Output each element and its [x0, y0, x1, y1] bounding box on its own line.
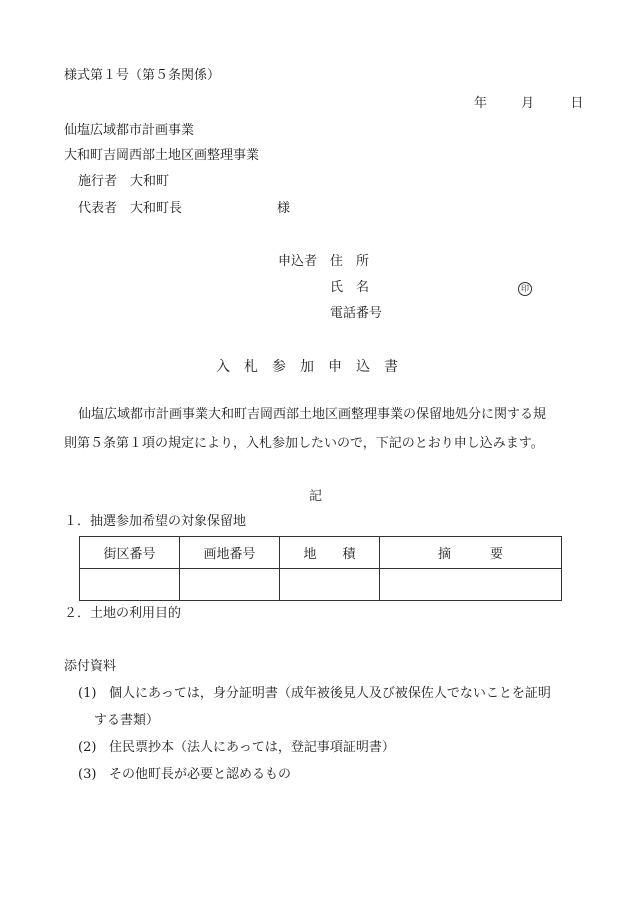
applicant-label: 申込者 [278, 254, 318, 269]
body-line-2: 則第５条第１項の規定により，入札参加したいので，下記のとおり申し込みます。 [64, 436, 544, 451]
attachment-2-number: (2) [78, 740, 97, 755]
table-header-row [80, 537, 562, 569]
cell-area[interactable] [280, 569, 380, 601]
column-remarks: 摘 要 [380, 537, 562, 569]
date-month: 月 [521, 96, 535, 111]
date-line [474, 96, 583, 112]
ki-heading: 記 [309, 489, 323, 504]
executor-label: 施行者 [78, 174, 118, 189]
document-title: 入 札 参 加 申 込 書 [216, 359, 398, 375]
date-year: 年 [474, 96, 488, 111]
applicant-phone-label: 電話番号 [330, 306, 383, 321]
section-1-heading: １．抽選参加希望の対象保留地 [64, 514, 247, 529]
attachments-heading: 添付資料 [64, 659, 117, 674]
body-line-1: 仙塩広域都市計画事業大和町吉岡西部土地区画整理事業の保留地処分に関する規 [78, 407, 547, 422]
seal-mark [518, 280, 532, 296]
attachment-1-text-cont: する書類） [94, 713, 160, 728]
applicant-address-label: 住 所 [330, 254, 370, 269]
date-day: 日 [570, 96, 584, 111]
cell-remarks[interactable] [380, 569, 562, 601]
attachment-1-text: 個人にあっては，身分証明書（成年被後見人及び被保佐人でないことを証明 [109, 686, 551, 701]
representative-label: 代表者 [78, 201, 118, 216]
attachment-1-number: (1) [78, 686, 97, 701]
executor-value: 大和町 [130, 174, 170, 189]
honorific: 様 [277, 201, 291, 216]
column-area: 地 積 [280, 537, 380, 569]
attachment-2-text: 住民票抄本（法人にあっては，登記事項証明書） [109, 740, 395, 755]
form-number: 様式第１号（第５条関係） [64, 68, 221, 83]
attachment-3-number: (3) [78, 767, 97, 782]
applicant-name-label: 氏 名 [330, 280, 370, 295]
project-name-2: 大和町吉岡西部土地区画整理事業 [64, 148, 260, 163]
cell-lot-number[interactable] [180, 569, 280, 601]
column-lot-number: 画地番号 [180, 537, 280, 569]
cell-block-number[interactable] [80, 569, 180, 601]
table-row [80, 569, 562, 601]
representative-value: 大和町長 [130, 201, 183, 216]
attachment-3-text: その他町長が必要と認めるもの [109, 767, 292, 782]
seal-icon: 印 [518, 282, 532, 296]
reserved-land-table [79, 536, 562, 601]
project-name-1: 仙塩広域都市計画事業 [64, 123, 195, 138]
section-2-heading: ２．土地の利用目的 [64, 606, 182, 621]
column-block-number: 街区番号 [80, 537, 180, 569]
